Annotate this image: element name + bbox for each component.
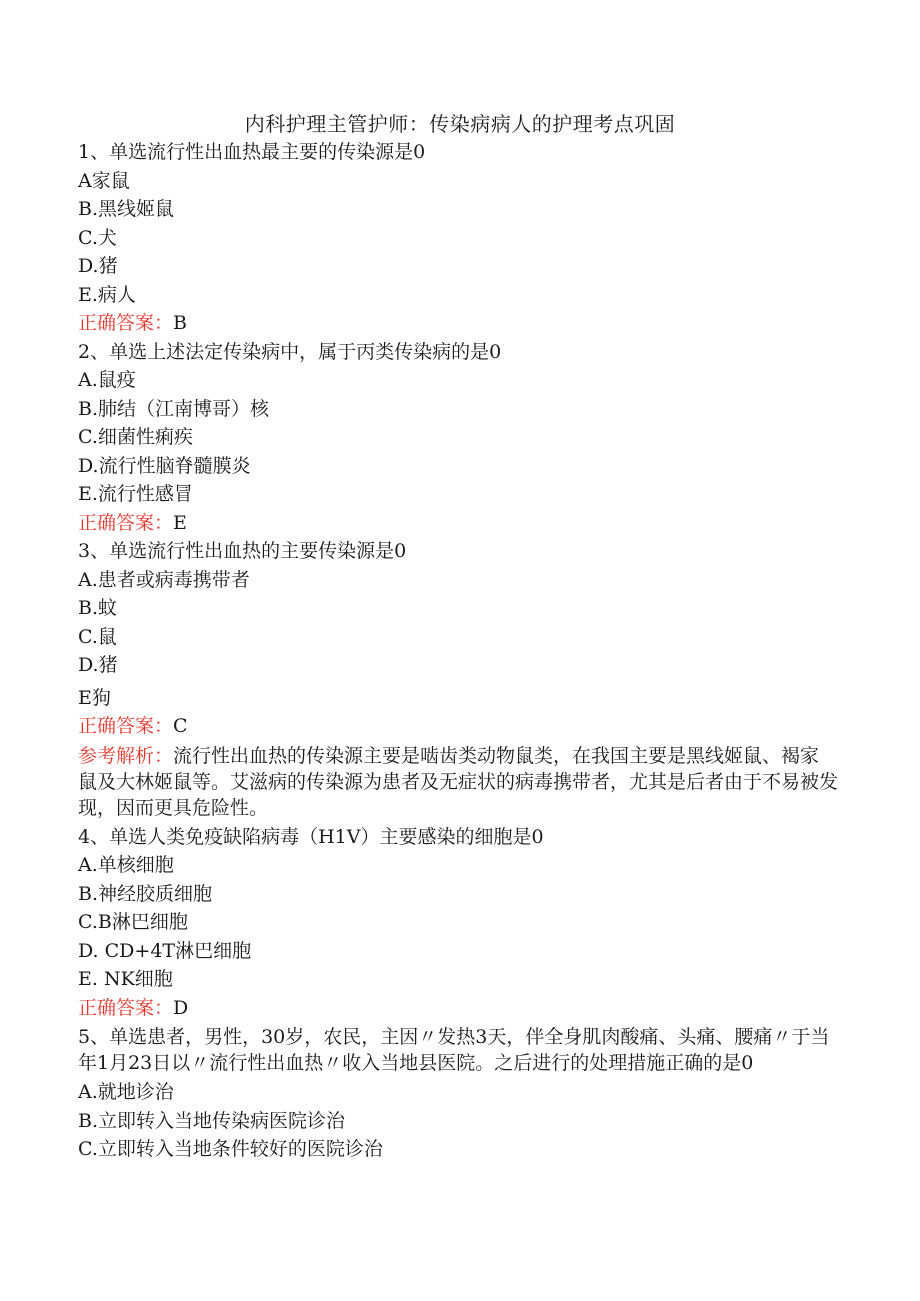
question-2 [78,338,838,538]
answer-line [78,509,838,538]
question-stem: 2、单选上述法定传染病中，属于丙类传染病的是0 [78,340,502,363]
option-a: A.鼠疫 [78,369,136,391]
answer-value: B [173,312,187,334]
option-a: A家鼠 [78,169,130,192]
option-a: A.患者或病毒携带者 [78,568,250,591]
answer-value: C [173,715,188,737]
question-stem: 4、单选人类免疫缺陷病毒（H1V）主要感染的细胞是0 [78,825,544,848]
question-5 [78,1024,838,1164]
answer-label: 正确答案： [78,511,174,534]
option-c: C.B淋巴细胞 [78,911,188,933]
analysis-text: 流行性出血热的传染源主要是啮齿类动物鼠类，在我国主要是黑线姬鼠、褐家鼠及大林姬鼠等。艾滋病的传染源为患者及无症状的病毒携带者，尤其是后者由于不易被发现，因而更具危险性。 [78,744,839,819]
option-d: D. CD+4T淋巴细胞 [78,939,252,962]
option-b: B.蚊 [78,597,118,619]
answer-line [78,309,838,338]
answer-label: 正确答案： [78,715,174,737]
analysis-label: 参考解析： [78,744,174,767]
option-d: D.流行性脑脊髓膜炎 [78,454,251,477]
question-stem: 1、单选流行性出血热最主要的传染源是0 [78,141,426,163]
option-a: A.就地诊治 [78,1081,174,1103]
answer-value: D [173,996,189,1019]
answer-line [78,712,838,741]
option-d: D.猪 [78,654,118,676]
option-b: B.立即转入当地传染病医院诊治 [78,1109,346,1132]
option-c: C.细菌性痢疾 [78,426,193,448]
option-c: C.立即转入当地条件较好的医院诊治 [78,1138,383,1160]
option-e: E狗 [78,686,111,709]
option-b: B.肺结（江南博哥）核 [78,397,270,420]
question-stem: 3、单选流行性出血热的主要传染源是0 [78,540,407,562]
option-c: C.鼠 [78,625,117,648]
question-4 [78,823,838,1023]
answer-label: 正确答案： [78,312,174,334]
document-title: 内科护理主管护师：传染病病人的护理考点巩固 [244,112,676,136]
answer-line [78,994,838,1023]
analysis-paragraph [78,743,838,821]
question-1 [78,138,838,338]
document-body [78,138,838,1164]
option-b: B.神经胶质细胞 [78,882,213,905]
question-stem: 5、单选患者，男性，30岁，农民，主因〃发热3天，伴全身肌肉酸痛、头痛、腰痛〃于当年1月23日以〃流行性出血热〃收入当地县医院。之后进行的处理措施正确的是0 [78,1026,830,1074]
option-d: D.猪 [78,255,118,277]
answer-value: E [173,511,187,534]
option-a: A.单核细胞 [78,854,174,876]
option-b: B.黑线姬鼠 [78,198,175,220]
option-e: E. NK细胞 [78,968,173,990]
option-e: E.流行性感冒 [78,483,193,505]
answer-label: 正确答案： [78,996,174,1019]
option-e: E.病人 [78,283,136,306]
question-3 [78,537,838,821]
option-c: C.犬 [78,226,117,249]
